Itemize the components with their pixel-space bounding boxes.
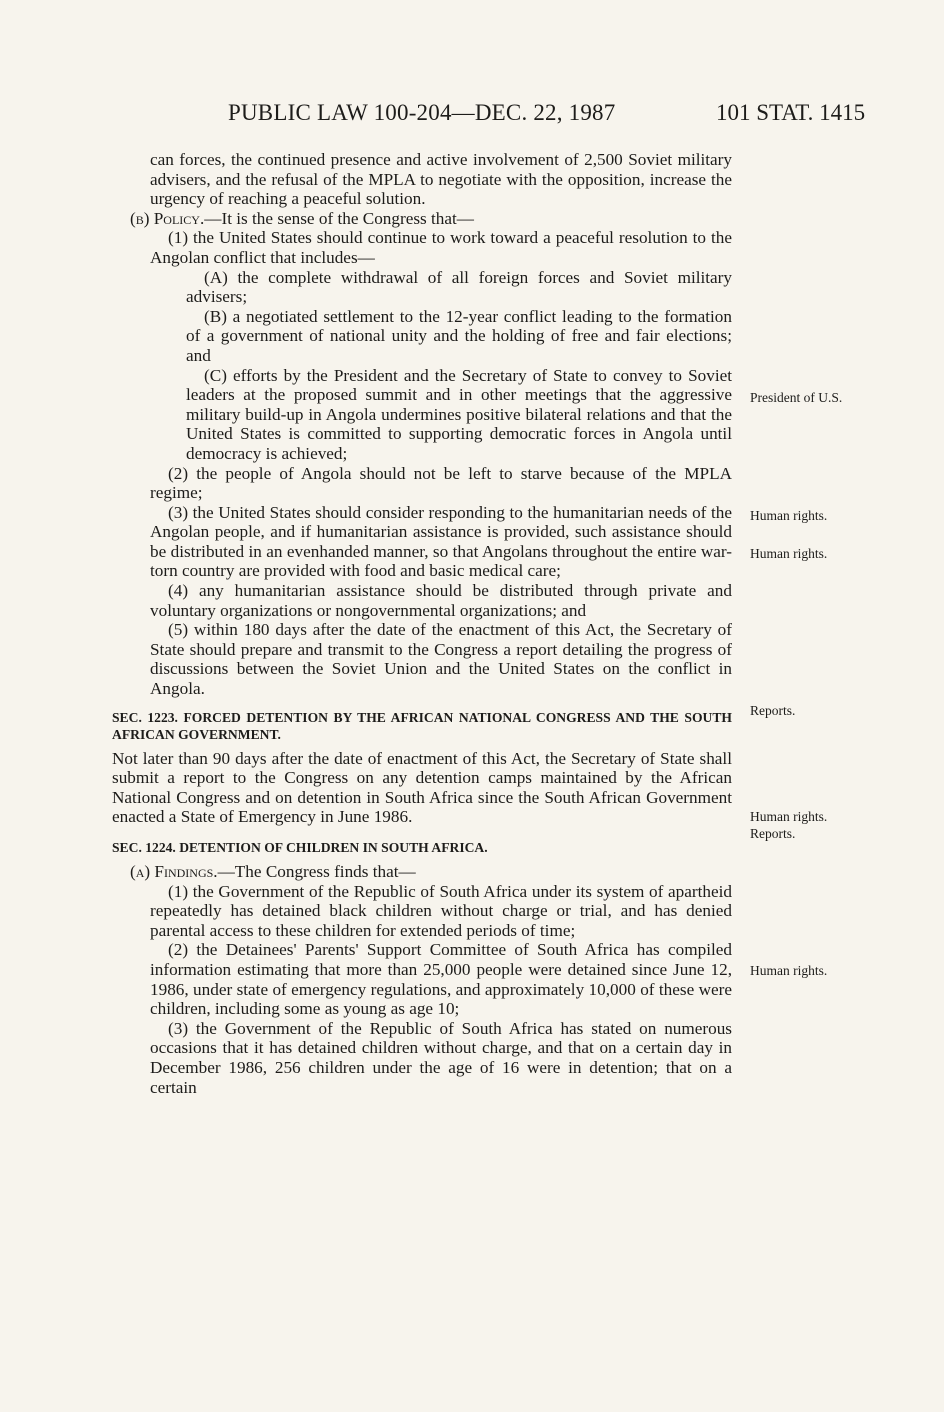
subsection-a-findings (112, 862, 732, 882)
subparagraph-c: (C) efforts by the President and the Secretary of State to convey to Soviet leaders at the proposed summit and in other meetings that the aggressive military build-up in Angola undermines positive bilateral relations and that the United States is committed to supporting democratic forces in Angola until democracy is achieved; (186, 365, 732, 463)
margin-note-human-rights-2: Human rights. (750, 546, 828, 561)
subsection-b-label: (b) Policy. (130, 208, 205, 228)
margin-note-human-rights-3: Human rights. (750, 809, 828, 824)
section-1224-heading: SEC. 1224. DETENTION OF CHILDREN IN SOUTH AFRICA. (112, 840, 488, 855)
subparagraph-b: (B) a negotiated settlement to the 12-year conflict leading to the formation of a government of national unity and the holding of free and fair elections; and (186, 306, 732, 365)
subsection-b-policy (112, 209, 732, 229)
paragraph-5: (5) within 180 days after the date of the enactment of this Act, the Secretary of State should prepare and transmit to the Congress a report detailing the progress of discussions between the Soviet Union and the United States on the conflict in Angola. (150, 620, 732, 699)
margin-note-president: President of U.S. (750, 390, 843, 405)
subparagraph-a: (A) the complete withdrawal of all foreign forces and Soviet military advisers; (186, 267, 732, 307)
subsection-b-text: —It is the sense of the Congress that— (204, 208, 474, 228)
finding-1: (1) the Government of the Republic of South Africa under its system of apartheid repeatedly has detained black children without charge or trial, and has denied parental access to these children for extended periods of time; (150, 881, 732, 940)
section-1223-heading: SEC. 1223. FORCED DETENTION BY THE AFRICAN NATIONAL CONGRESS AND THE SOUTH AFRICAN GOVERNMENT. (112, 709, 732, 742)
finding-3: (3) the Government of the Republic of South Africa has stated on numerous occasions that it has detained children without charge, and that on a certain day in December 1986, 256 children under the age of 16 were in detention; that on a certain (150, 1018, 732, 1097)
subsection-a-label: (a) Findings. (130, 862, 218, 881)
document-body (112, 150, 732, 1097)
paragraph-2: (2) the people of Angola should not be left to starve because of the MPLA regime; (150, 463, 732, 503)
subsection-a-text: —The Congress finds that— (217, 862, 416, 881)
paragraph-1: (1) the United States should continue to work toward a peaceful resolution to the Angolan conflict that includes— (150, 228, 732, 267)
law-citation: PUBLIC LAW 100-204—DEC. 22, 1987 (228, 100, 616, 125)
section-1223-body: Not later than 90 days after the date of enactment of this Act, the Secretary of State shall submit a report to the Congress on any detention camps maintained by the African National Congress and on detention in South Africa since the South African Government enacted a State of Emergency in June 1986. (112, 748, 732, 827)
margin-note-reports-1: Reports. (750, 703, 796, 718)
margin-note-human-rights-4: Human rights. (750, 963, 828, 978)
statute-page-number: 101 STAT. 1415 (716, 100, 866, 125)
paragraph-4: (4) any humanitarian assistance should be distributed through private and voluntary organizations or nongovernmental organizations; and (150, 581, 732, 620)
paragraph-3: (3) the United States should consider responding to the humanitarian needs of the Angolan people, and if humanitarian assistance is provided, such assistance should be distributed in an evenhanded manner, so that Angolans throughout the entire war-torn country are provided with food and basic medical care; (150, 502, 732, 581)
finding-2: (2) the Detainees' Parents' Support Committee of South Africa has compiled information estimating that more than 25,000 people were detained since June 12, 1986, under state of emergency regulations, and approximately 10,000 of these were children, including some as young as age 10; (150, 940, 732, 1019)
page-header (0, 100, 944, 130)
margin-note-reports-2: Reports. (750, 826, 796, 841)
margin-note-human-rights-1: Human rights. (750, 508, 828, 523)
paragraph-continuation: can forces, the continued presence and active involvement of 2,500 Soviet military advisers, and the refusal of the MPLA to negotiate with the opposition, increase the urgency of reaching a peaceful solution. (150, 150, 732, 209)
